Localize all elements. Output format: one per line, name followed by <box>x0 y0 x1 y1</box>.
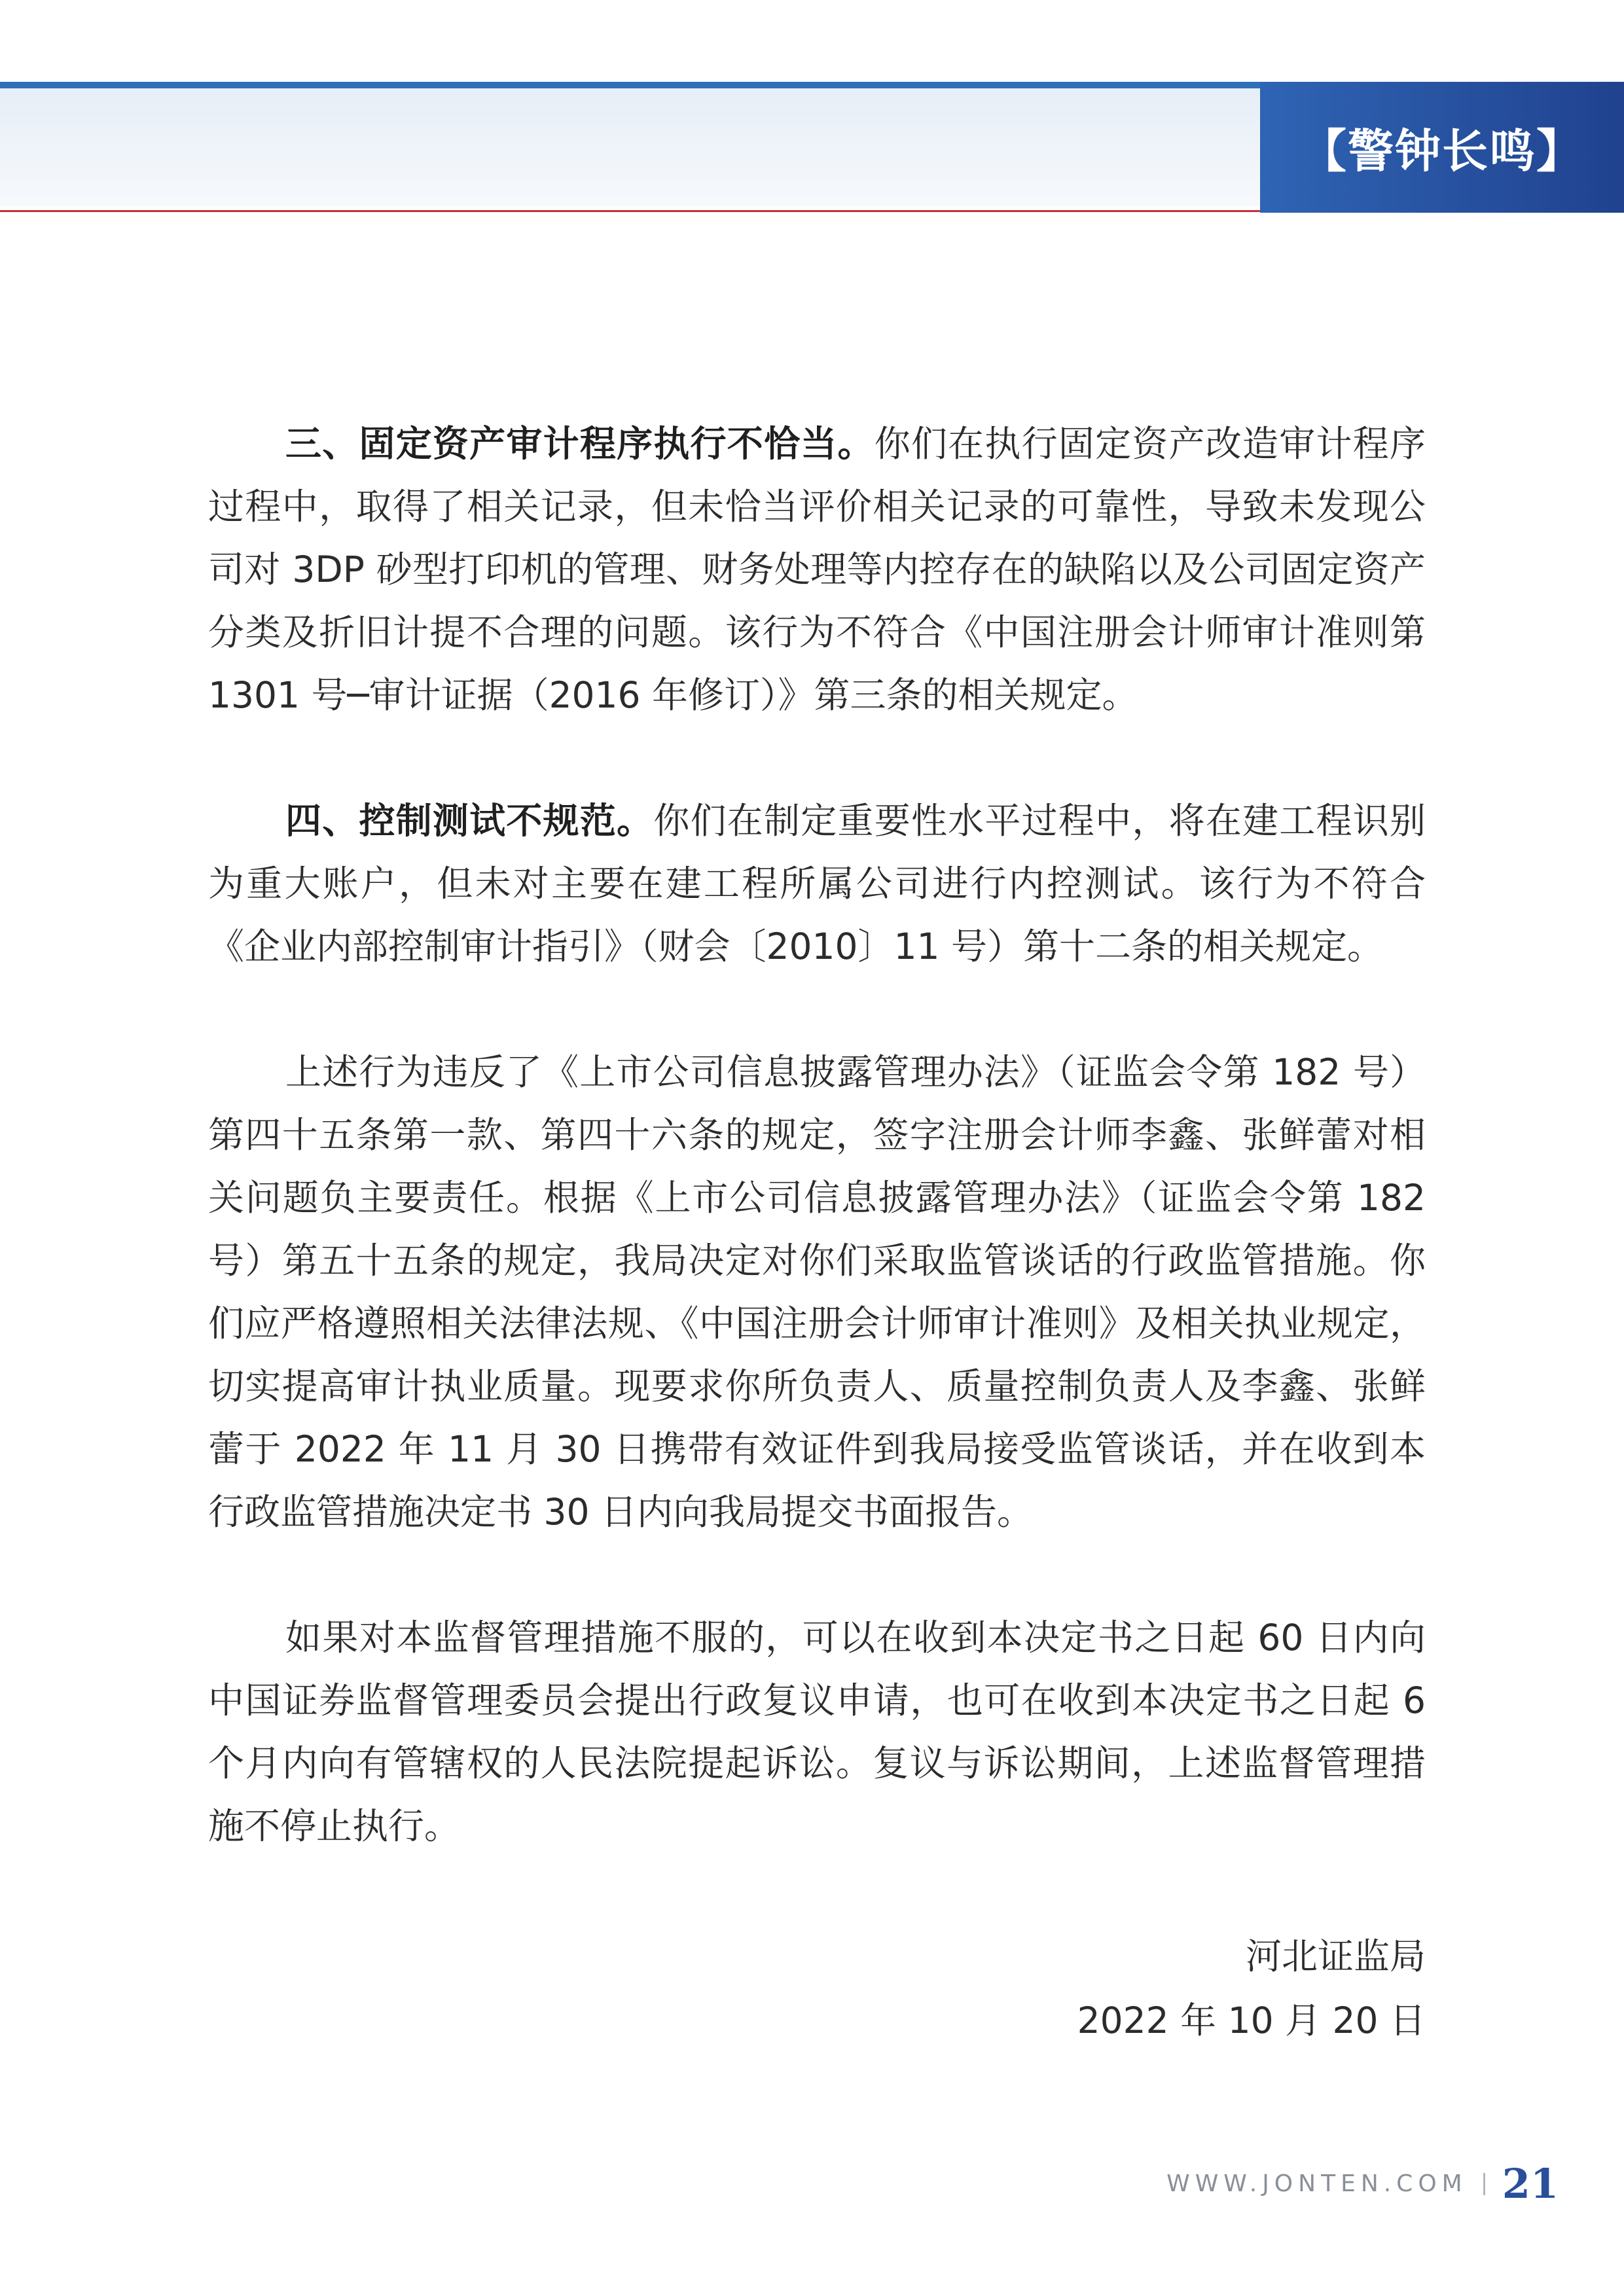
issuing-authority: 河北证监局 <box>1245 1935 1426 1977</box>
page-header <box>0 82 1624 213</box>
paragraph-appeal-rights <box>208 1606 1426 1857</box>
paragraph-fixed-assets <box>208 412 1426 726</box>
header-band <box>0 88 1260 206</box>
header-top-line <box>0 82 1260 88</box>
paragraph-text: 如果对本监督管理措施不服的，可以在收到本决定书之日起 60 日内向中国证券监督管理委员会提出行政复议申请，也可在收到本决定书之日起 6 个月内向有管辖权的人民法院提起诉讼。复议与诉讼期间，上述监督管理措施不停止执行。 <box>208 1617 1426 1847</box>
paragraph-violation-decision <box>208 1041 1426 1543</box>
paragraph-text: 你们在执行固定资产改造审计程序过程中，取得了相关记录，但未恰当评价相关记录的可靠性，导致未发现公司对 3DP 砂型打印机的管理、财务处理等内控存在的缺陷以及公司固定资产分类及折旧计提不合理的问题。该行为不符合《中国注册会计师审计准则第 1301 号─审计证据（2016 年修订）》第三条的相关规定。 <box>208 423 1426 716</box>
section-tag <box>1260 82 1624 213</box>
issue-date: 2022 年 10 月 20 日 <box>1077 2000 1426 2041</box>
signature-block <box>1077 1924 1426 2053</box>
paragraph-heading: 四、控制测试不规范。 <box>285 800 654 842</box>
document-body <box>208 412 1426 1857</box>
page-number: 21 <box>1502 2160 1559 2208</box>
website-url: WWW.JONTEN.COM <box>1166 2170 1468 2197</box>
paragraph-heading: 三、固定资产审计程序执行不恰当。 <box>285 423 875 465</box>
page-footer <box>1166 2160 1559 2208</box>
paragraph-text: 你们在制定重要性水平过程中，将在建工程识别为重大账户，但未对主要在建工程所属公司进行内控测试。该行为不符合《企业内部控制审计指引》（财会〔2010〕11 号）第十二条的相关规定。 <box>208 800 1426 967</box>
footer-divider <box>1483 2173 1485 2195</box>
paragraph-text: 上述行为违反了《上市公司信息披露管理办法》（证监会令第 182 号）第四十五条第一款、第四十六条的规定，签字注册会计师李鑫、张鲜蕾对相关问题负主要责任。根据《上市公司信息披露管理办法》（证监会令第 182 号）第五十五条的规定，我局决定对你们采取监管谈话的行政监管措施。你们应严格遵照相关法律法规、《中国注册会计师审计准则》及相关执业规定，切实提高审计执业质量。现要求你所负责人、质量控制负责人及李鑫、张鲜蕾于 2022 年 11 月 30 日携带有效证件到我局接受监管谈话，并在收到本行政监管措施决定书 30 日内向我局提交书面报告。 <box>208 1051 1426 1533</box>
header-red-line <box>0 210 1260 212</box>
section-tag-label: 【警钟长鸣】 <box>1301 123 1583 178</box>
paragraph-control-testing <box>208 789 1426 978</box>
